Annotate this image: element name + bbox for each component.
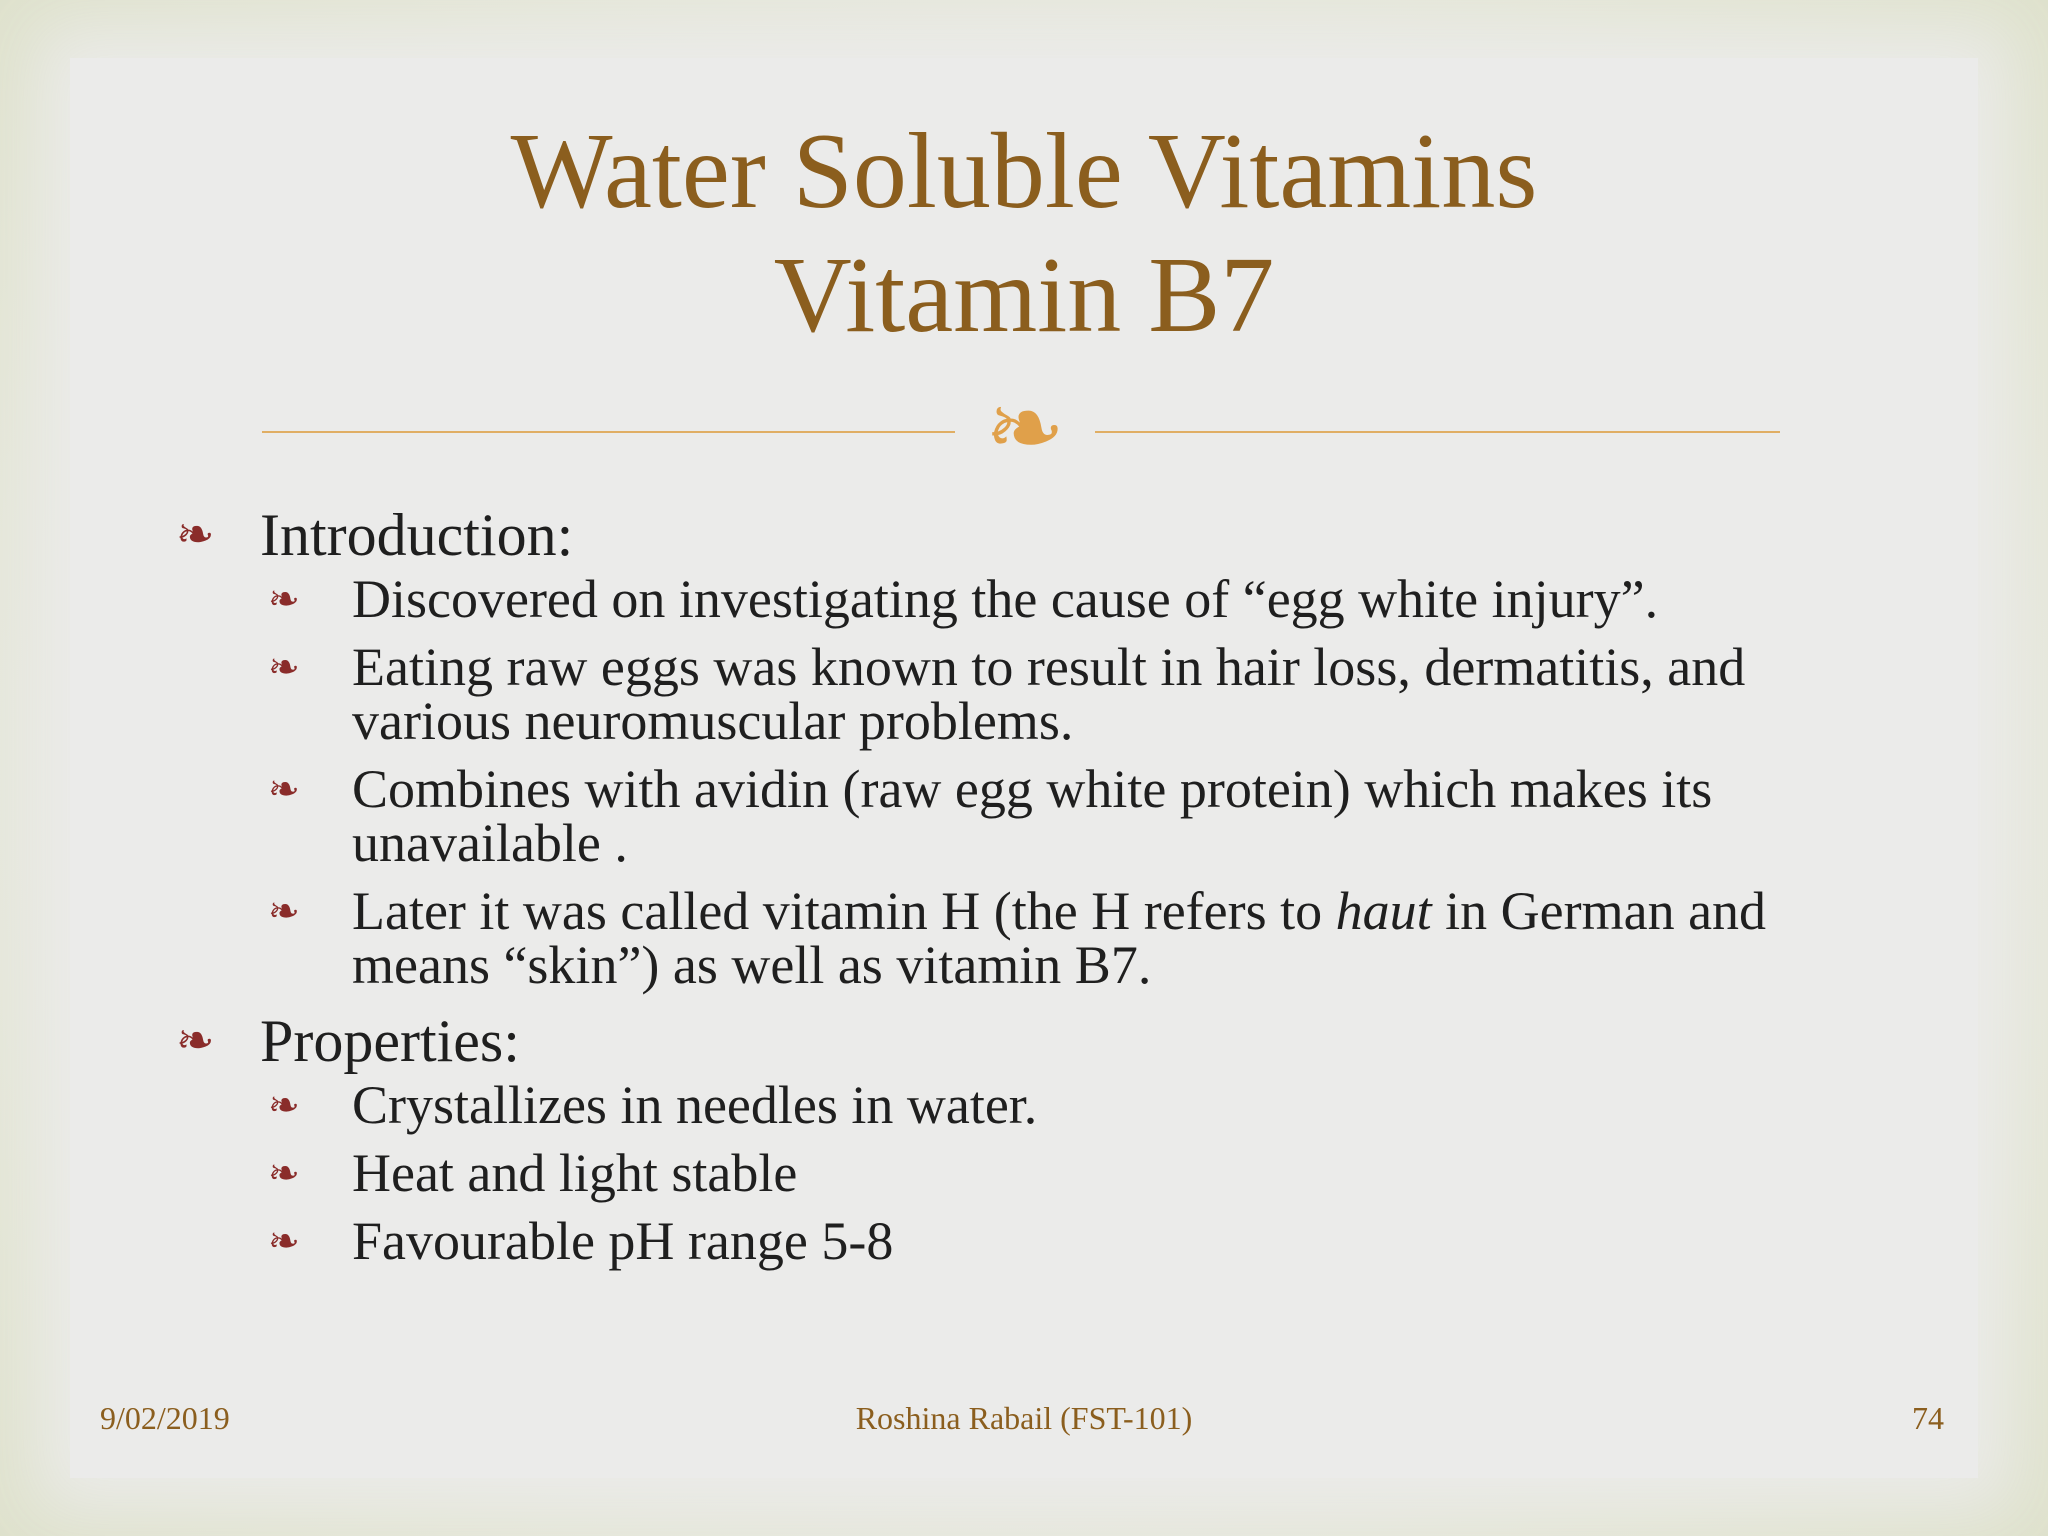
fleuron-small-icon: ❧ bbox=[268, 647, 300, 689]
title-line-1: Water Soluble Vitamins bbox=[510, 112, 1538, 231]
list-item: ❧ Crystallizes in needles in water. bbox=[268, 1075, 1038, 1135]
footer-author: Roshina Rabail (FST-101) bbox=[855, 1400, 1193, 1436]
title-line-2: Vitamin B7 bbox=[773, 236, 1275, 355]
list-item: ❧ Discovered on investigating the cause of “egg white injury”. bbox=[268, 569, 1659, 629]
haut-emphasis: haut bbox=[1335, 881, 1432, 941]
vitamin-h-text: Later it was called vitamin H (the H refers to haut in German and means “skin”) as well as vitamin B7. bbox=[352, 881, 1767, 995]
list-item: ❧ Heat and light stable bbox=[268, 1143, 798, 1203]
title-divider-left bbox=[262, 431, 962, 433]
list-item: ❧ Favourable pH range 5-8 bbox=[268, 1211, 894, 1271]
slide-title bbox=[0, 110, 2048, 358]
section-heading-introduction: ❧ Introduction: bbox=[176, 502, 574, 568]
list-item: ❧ Eating raw eggs was known to result in hair loss, dermatitis, and various neuromuscular problems. bbox=[268, 637, 1746, 751]
fleuron-icon: ❧ bbox=[176, 1015, 215, 1066]
fleuron-small-icon: ❧ bbox=[268, 579, 300, 621]
fleuron-small-icon: ❧ bbox=[268, 769, 300, 811]
list-item bbox=[176, 881, 1896, 995]
list-item: ❧ Combines with avidin (raw egg white protein) which makes its unavailable . bbox=[268, 759, 1713, 873]
fleuron-small-icon: ❧ bbox=[268, 1221, 300, 1263]
fleuron-icon: ❧ bbox=[176, 509, 215, 560]
section-heading-properties: ❧ Properties: bbox=[176, 1008, 520, 1074]
page-number: 74 bbox=[1912, 1400, 1944, 1436]
title-divider-right bbox=[1085, 431, 1780, 433]
fleuron-small-icon: ❧ bbox=[268, 1085, 300, 1127]
slide-body bbox=[176, 500, 1896, 1282]
ornament-icon: ❧ bbox=[955, 378, 1095, 478]
fleuron-small-icon: ❧ bbox=[268, 1153, 300, 1195]
footer-date: 9/02/2019 bbox=[100, 1400, 230, 1436]
fleuron-small-icon: ❧ bbox=[268, 891, 300, 933]
